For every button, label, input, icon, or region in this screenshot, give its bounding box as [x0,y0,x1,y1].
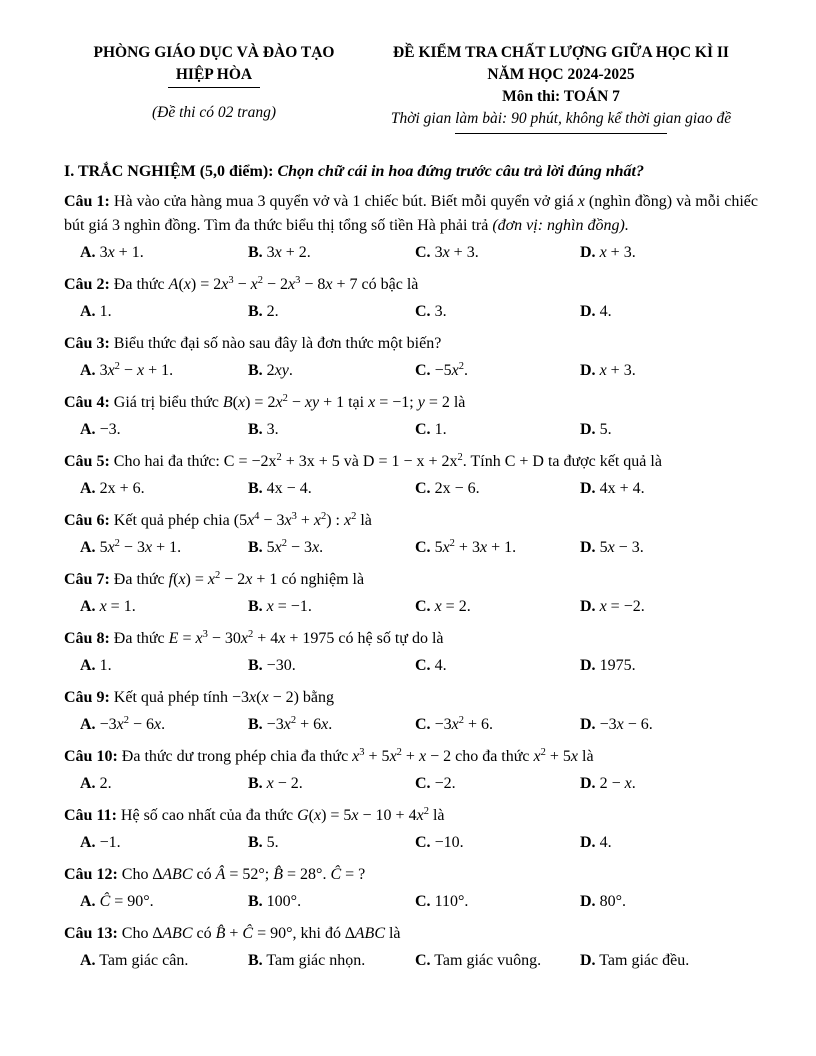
options-row [64,592,758,621]
option-letter: B. [248,362,263,379]
question-text: Câu 6: Kết quả phép chia $(5x^4 - 3x^3 + x^2)$ : $x^2$ là [64,511,372,529]
option-letter: B. [248,480,263,497]
question-number: Câu 8: [64,630,110,647]
question-10 [64,745,758,798]
options-row [64,946,758,975]
option-letter: C. [415,716,431,733]
question-13 [64,922,758,975]
option-b: B. 2. [248,303,279,320]
option-letter: A. [80,362,96,379]
option-letter: D. [580,834,596,851]
question-9 [64,686,758,739]
option-letter: C. [415,598,431,615]
option-a: A. 1. [80,303,112,320]
question-number: Câu 13: [64,925,118,942]
option-a: A. Ĉ = 90°. [80,893,154,910]
question-text: Câu 9: Kết quả phép tính −3x(x − 2) bằng [64,689,335,706]
question-text: Câu 7: Đa thức $f(x) = x^2 - 2x + 1$ có nghiệm là [64,570,365,588]
question-6 [64,509,758,562]
option-letter: A. [80,775,96,792]
option-d: D. 5. [580,421,612,438]
option-letter: D. [580,893,596,910]
question-1 [64,190,758,267]
option-a: A. 3x + 1. [80,244,144,261]
question-text: Câu 11: Hệ số cao nhất của đa thức $G(x) = 5x - 10 + 4x^2$ là [64,806,445,824]
district-name: HIỆP HÒA [168,64,260,88]
question-number: Câu 11: [64,807,117,824]
option-c: C. x = 2. [415,598,471,615]
question-3 [64,332,758,385]
option-c: C. 110°. [415,893,469,910]
option-c: C. 4. [415,657,447,674]
option-letter: B. [248,893,263,910]
option-letter: C. [415,834,431,851]
options-row [64,769,758,798]
exam-header [64,42,758,134]
option-a: A. −3. [80,421,121,438]
option-letter: C. [415,244,431,261]
option-letter: D. [580,421,596,438]
question-text: Câu 4: Giá trị biểu thức $B(x) = 2x^2$ − xy + 1 tại x = −1; y = 2 là [64,393,466,411]
option-letter: D. [580,775,596,792]
question-text: Câu 10: Đa thức dư trong phép chia đa thức $x^3 + 5x^2 + x - 2$ cho đa thức $x^2 + 5x$ là [64,747,594,765]
option-letter: D. [580,657,596,674]
question-text: Câu 13: Cho ∆ABC có B̂ + Ĉ = 90°, khi đó ∆ABC là [64,925,401,942]
option-a: A. x = 1. [80,598,136,615]
option-a: A. $-3x^2 - 6x$. [80,715,166,733]
option-letter: B. [248,775,263,792]
option-letter: B. [248,716,263,733]
option-letter: C. [415,657,431,674]
option-d: D. Tam giác đều. [580,952,690,969]
options-row [64,651,758,680]
option-letter: D. [580,480,596,497]
option-letter: A. [80,598,96,615]
option-c: C. 3x + 3. [415,244,479,261]
option-c: C. −10. [415,834,464,851]
options-row [64,356,758,385]
question-11 [64,804,758,857]
option-letter: C. [415,893,431,910]
question-text: Câu 1: Hà vào cửa hàng mua 3 quyển vở và 1 chiếc bút. Biết mỗi quyển vở giá x (nghìn đồng) và mỗi chiếc bút giá 3 nghìn đồng. Tìm đa thức biểu thị tổng số tiền Hà phải trả (đơn vị: nghìn đồng). [64,193,759,234]
option-a: A. 2x + 6. [80,480,145,497]
question-text: Câu 5: Cho hai đa thức: $C = -2x^2 + 3x + 5$ và $D = 1 - x + 2x^2$. Tính C + D ta được kết quả là [64,452,662,470]
option-letter: A. [80,303,96,320]
question-12 [64,863,758,916]
question-number: Câu 5: [64,453,110,470]
option-a: A. 2. [80,775,112,792]
option-a: A. Tam giác cân. [80,952,189,969]
option-letter: D. [580,362,596,379]
option-letter: A. [80,952,96,969]
option-d: D. x = −2. [580,598,645,615]
option-c: C. $-3x^2 + 6$. [415,715,493,733]
options-row [64,710,758,739]
question-text: Câu 3: Biểu thức đại số nào sau đây là đơn thức một biến? [64,335,442,352]
question-number: Câu 6: [64,512,110,529]
question-number: Câu 7: [64,571,110,588]
option-b: B. Tam giác nhọn. [248,952,366,969]
question-number: Câu 3: [64,335,110,352]
options-row [64,297,758,326]
page-count-note: (Đề thi có 02 trang) [152,104,276,121]
option-c: C. 1. [415,421,447,438]
question-number: Câu 9: [64,689,110,706]
section-instruction: Chọn chữ cái in hoa đứng trước câu trả lời đúng nhất? [277,163,644,180]
option-letter: B. [248,244,263,261]
option-b: B. 3x + 2. [248,244,311,261]
option-letter: A. [80,480,96,497]
question-number: Câu 2: [64,276,110,293]
option-letter: C. [415,362,431,379]
option-letter: A. [80,244,96,261]
question-number: Câu 4: [64,394,110,411]
option-letter: B. [248,539,263,556]
question-2 [64,273,758,326]
option-letter: D. [580,539,596,556]
section-label: I. TRẮC NGHIỆM (5,0 điểm): [64,163,278,180]
option-letter: A. [80,657,96,674]
question-4 [64,391,758,444]
option-letter: B. [248,421,263,438]
option-a: A. −1. [80,834,121,851]
option-letter: C. [415,480,431,497]
question-number: Câu 10: [64,748,118,765]
option-d: D. 4. [580,834,612,851]
option-letter: A. [80,421,96,438]
option-c: C. $5x^2 + 3x + 1$. [415,538,517,556]
school-year: NĂM HỌC 2024-2025 [487,66,635,83]
option-letter: B. [248,598,263,615]
option-letter: B. [248,657,263,674]
question-text: Câu 12: Cho ∆ABC có Â = 52°; B̂ = 28°. Ĉ = ? [64,866,366,883]
options-row [64,474,758,503]
option-b: B. 2xy. [248,362,293,379]
question-5 [64,450,758,503]
option-b: B. 100°. [248,893,302,910]
option-d: D. 4. [580,303,612,320]
option-d: D. −3x − 6. [580,716,653,733]
option-letter: A. [80,834,96,851]
duration-note: Thời gian làm bài: 90 phút, không kể thời gian giao đề [390,110,732,127]
option-b: B. −30. [248,657,296,674]
option-b: B. $5x^2 - 3x$. [248,538,324,556]
options-row [64,238,758,267]
option-b: B. x − 2. [248,775,303,792]
option-letter: B. [248,834,263,851]
subject: Môn thi: TOÁN 7 [502,88,620,105]
option-d: D. 2 − x. [580,775,636,792]
option-c: C. 3. [415,303,447,320]
option-letter: A. [80,893,96,910]
question-text: Câu 2: Đa thức $A(x) = 2x^3 - x^2 - 2x^3 - 8x + 7$ có bậc là [64,275,419,293]
options-row [64,887,758,916]
option-letter: A. [80,716,96,733]
options-row [64,533,758,562]
option-letter: B. [248,303,263,320]
option-letter: C. [415,775,431,792]
option-b: B. x = −1. [248,598,312,615]
question-number: Câu 12: [64,866,118,883]
option-letter: C. [415,952,431,969]
option-letter: D. [580,716,596,733]
option-d: D. x + 3. [580,362,636,379]
exam-title: ĐỀ KIỂM TRA CHẤT LƯỢNG GIỮA HỌC KÌ II [393,44,729,61]
options-row [64,415,758,444]
option-a: A. 1. [80,657,112,674]
option-c: C. $-5x^2$. [415,361,468,379]
header-right-block [364,42,758,134]
option-b: B. $-3x^2 + 6x$. [248,715,333,733]
section-heading [64,160,758,184]
header-divider [455,133,667,134]
option-b: B. 3. [248,421,279,438]
options-row [64,828,758,857]
question-number: Câu 1: [64,193,110,210]
header-left-block [64,42,364,122]
question-text: Câu 8: Đa thức $E = x^3 - 30x^2 + 4x + 1975$ có hệ số tự do là [64,629,444,647]
question-7 [64,568,758,621]
option-letter: C. [415,421,431,438]
option-c: C. Tam giác vuông. [415,952,542,969]
option-d: D. 1975. [580,657,636,674]
option-letter: C. [415,303,431,320]
option-d: D. 5x − 3. [580,539,644,556]
option-letter: B. [248,952,263,969]
option-d: D. 80°. [580,893,626,910]
option-a: A. $5x^2 - 3x + 1$. [80,538,182,556]
option-letter: D. [580,952,596,969]
option-b: B. 5. [248,834,279,851]
issuing-department: PHÒNG GIÁO DỤC VÀ ĐÀO TẠO [93,44,335,61]
option-letter: D. [580,303,596,320]
option-letter: D. [580,598,596,615]
option-d: D. x + 3. [580,244,636,261]
option-c: C. −2. [415,775,456,792]
option-letter: D. [580,244,596,261]
question-8 [64,627,758,680]
option-d: D. 4x + 4. [580,480,645,497]
option-letter: C. [415,539,431,556]
option-letter: A. [80,539,96,556]
option-b: B. 4x − 4. [248,480,312,497]
option-a: A. $3x^2 - x + 1$. [80,361,174,379]
question-list [64,190,758,975]
option-c: C. 2x − 6. [415,480,480,497]
